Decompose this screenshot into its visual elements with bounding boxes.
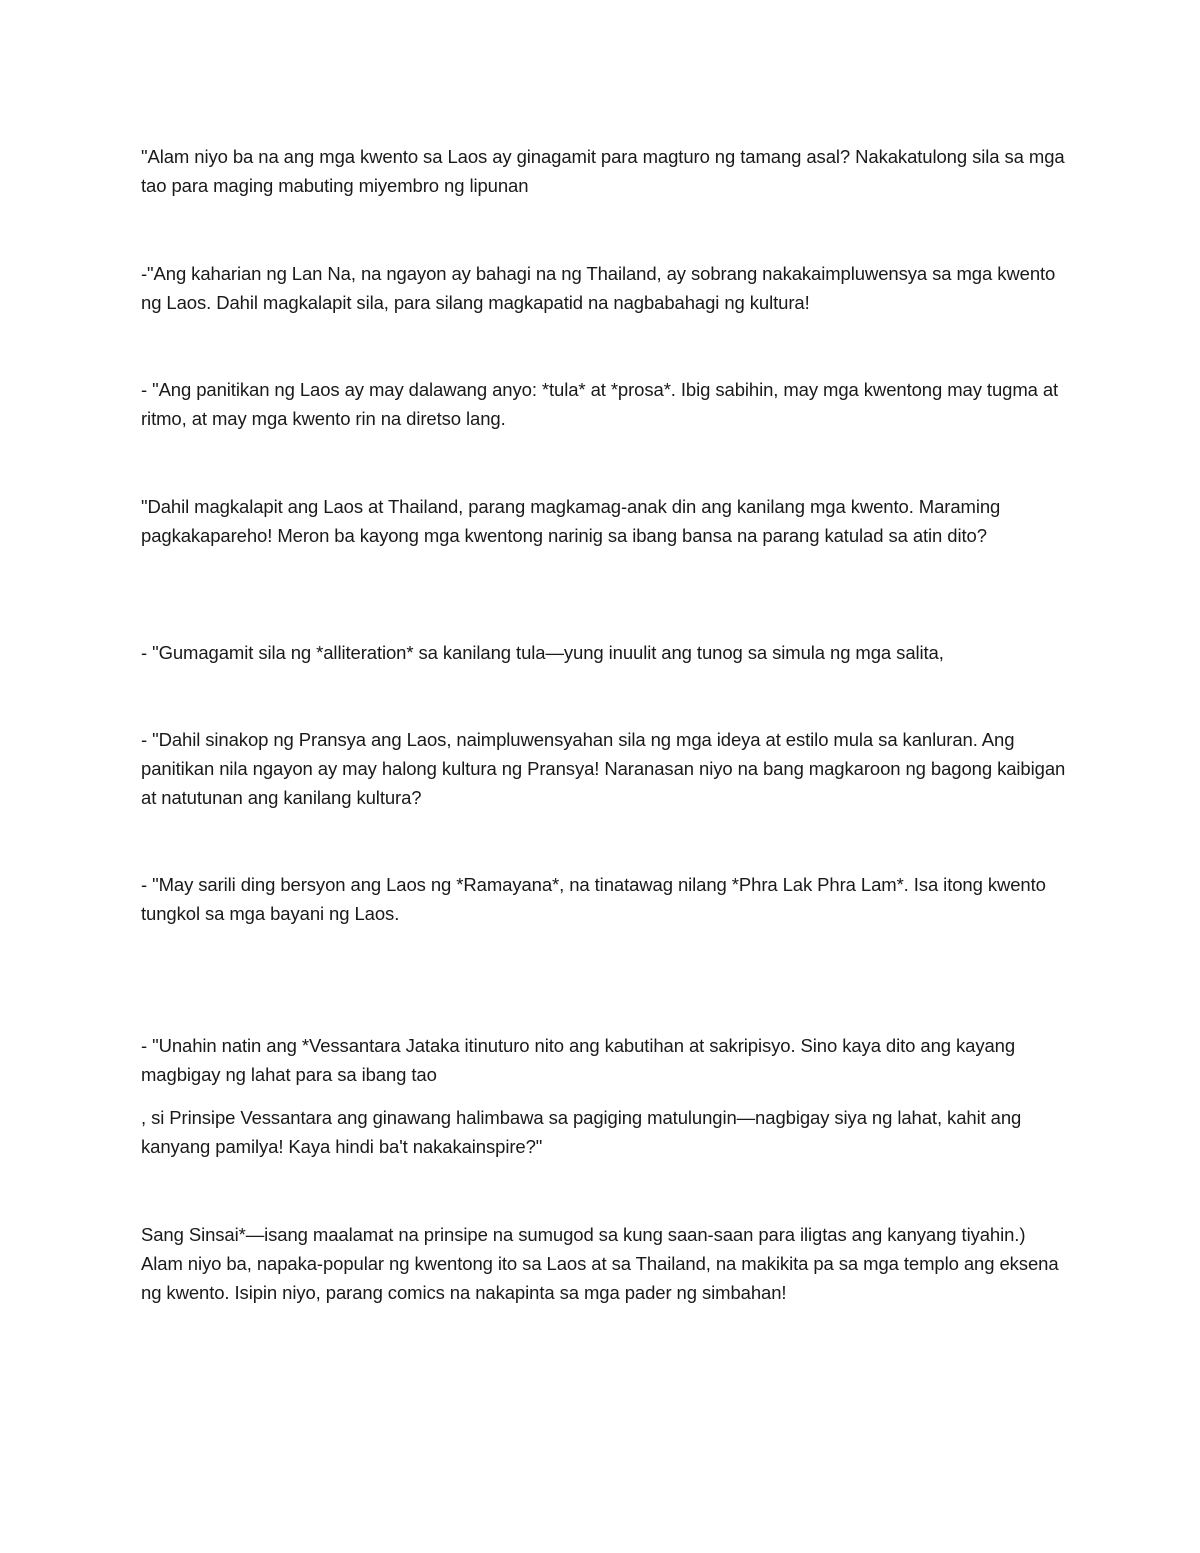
paragraph-alliteration: - "Gumagamit sila ng *alliteration* sa kanilang tula—yung inuulit ang tunog sa simula ng mga salita, <box>141 642 944 663</box>
paragraph-sang-sinsai: Sang Sinsai*—isang maalamat na prinsipe na sumugod sa kung saan-saan para iligtas ang kanyang tiyahin.) Alam niyo ba, napaka-popular ng kwentong ito sa Laos at sa Thailand, na makikita pa sa mga templo ang eksena ng kwento. Isipin niyo, parang comics na nakapinta sa mga pader ng simbahan! <box>141 1224 1059 1303</box>
paragraph-ramayana-version: - "May sarili ding bersyon ang Laos ng *Ramayana*, na tinatawag nilang *Phra Lak Phra Lam*. Isa itong kwento tungkol sa mga bayani ng Laos. <box>141 874 1046 924</box>
paragraph-laos-thailand-similarity: "Dahil magkalapit ang Laos at Thailand, parang magkamag-anak din ang kanilang mga kwento. Maraming pagkakapareho! Meron ba kayong mga kwentong narinig sa ibang bansa na parang katulad sa atin dito? <box>141 496 1001 546</box>
paragraph-prince-vessantara: , si Prinsipe Vessantara ang ginawang halimbawa sa pagiging matulungin—nagbigay siya ng lahat, kahit ang kanyang pamilya! Kaya hindi ba't nakakainspire?" <box>141 1107 1022 1157</box>
paragraph-lan-na-kingdom: -"Ang kaharian ng Lan Na, na ngayon ay bahagi na ng Thailand, ay sobrang nakakaimpluwensya sa mga kwento ng Laos. Dahil magkalapit sila, para silang magkapatid na nagbabahagi ng kultura! <box>141 263 1056 313</box>
paragraph-vessantara-jataka: - "Unahin natin ang *Vessantara Jataka itinuturo nito ang kabutihan at sakripisyo. Sino kaya dito ang kayang magbigay ng lahat para sa ibang tao <box>141 1035 1016 1085</box>
paragraph-laos-stories-morals: "Alam niyo ba na ang mga kwento sa Laos ay ginagamit para magturo ng tamang asal? Nakakatulong sila sa mga tao para maging mabuting miyembro ng lipunan <box>141 146 1065 196</box>
paragraph-two-literary-forms: - "Ang panitikan ng Laos ay may dalawang anyo: *tula* at *prosa*. Ibig sabihin, may mga kwentong may tugma at ritmo, at may mga kwento rin na diretso lang. <box>141 379 1059 429</box>
paragraph-french-influence: - "Dahil sinakop ng Pransya ang Laos, naimpluwensyahan sila ng mga ideya at estilo mula sa kanluran. Ang panitikan nila ngayon ay may halong kultura ng Pransya! Naranasan niyo na bang magkaroon ng bagong kaibigan at natutunan ang kanilang kultura? <box>141 729 1066 808</box>
